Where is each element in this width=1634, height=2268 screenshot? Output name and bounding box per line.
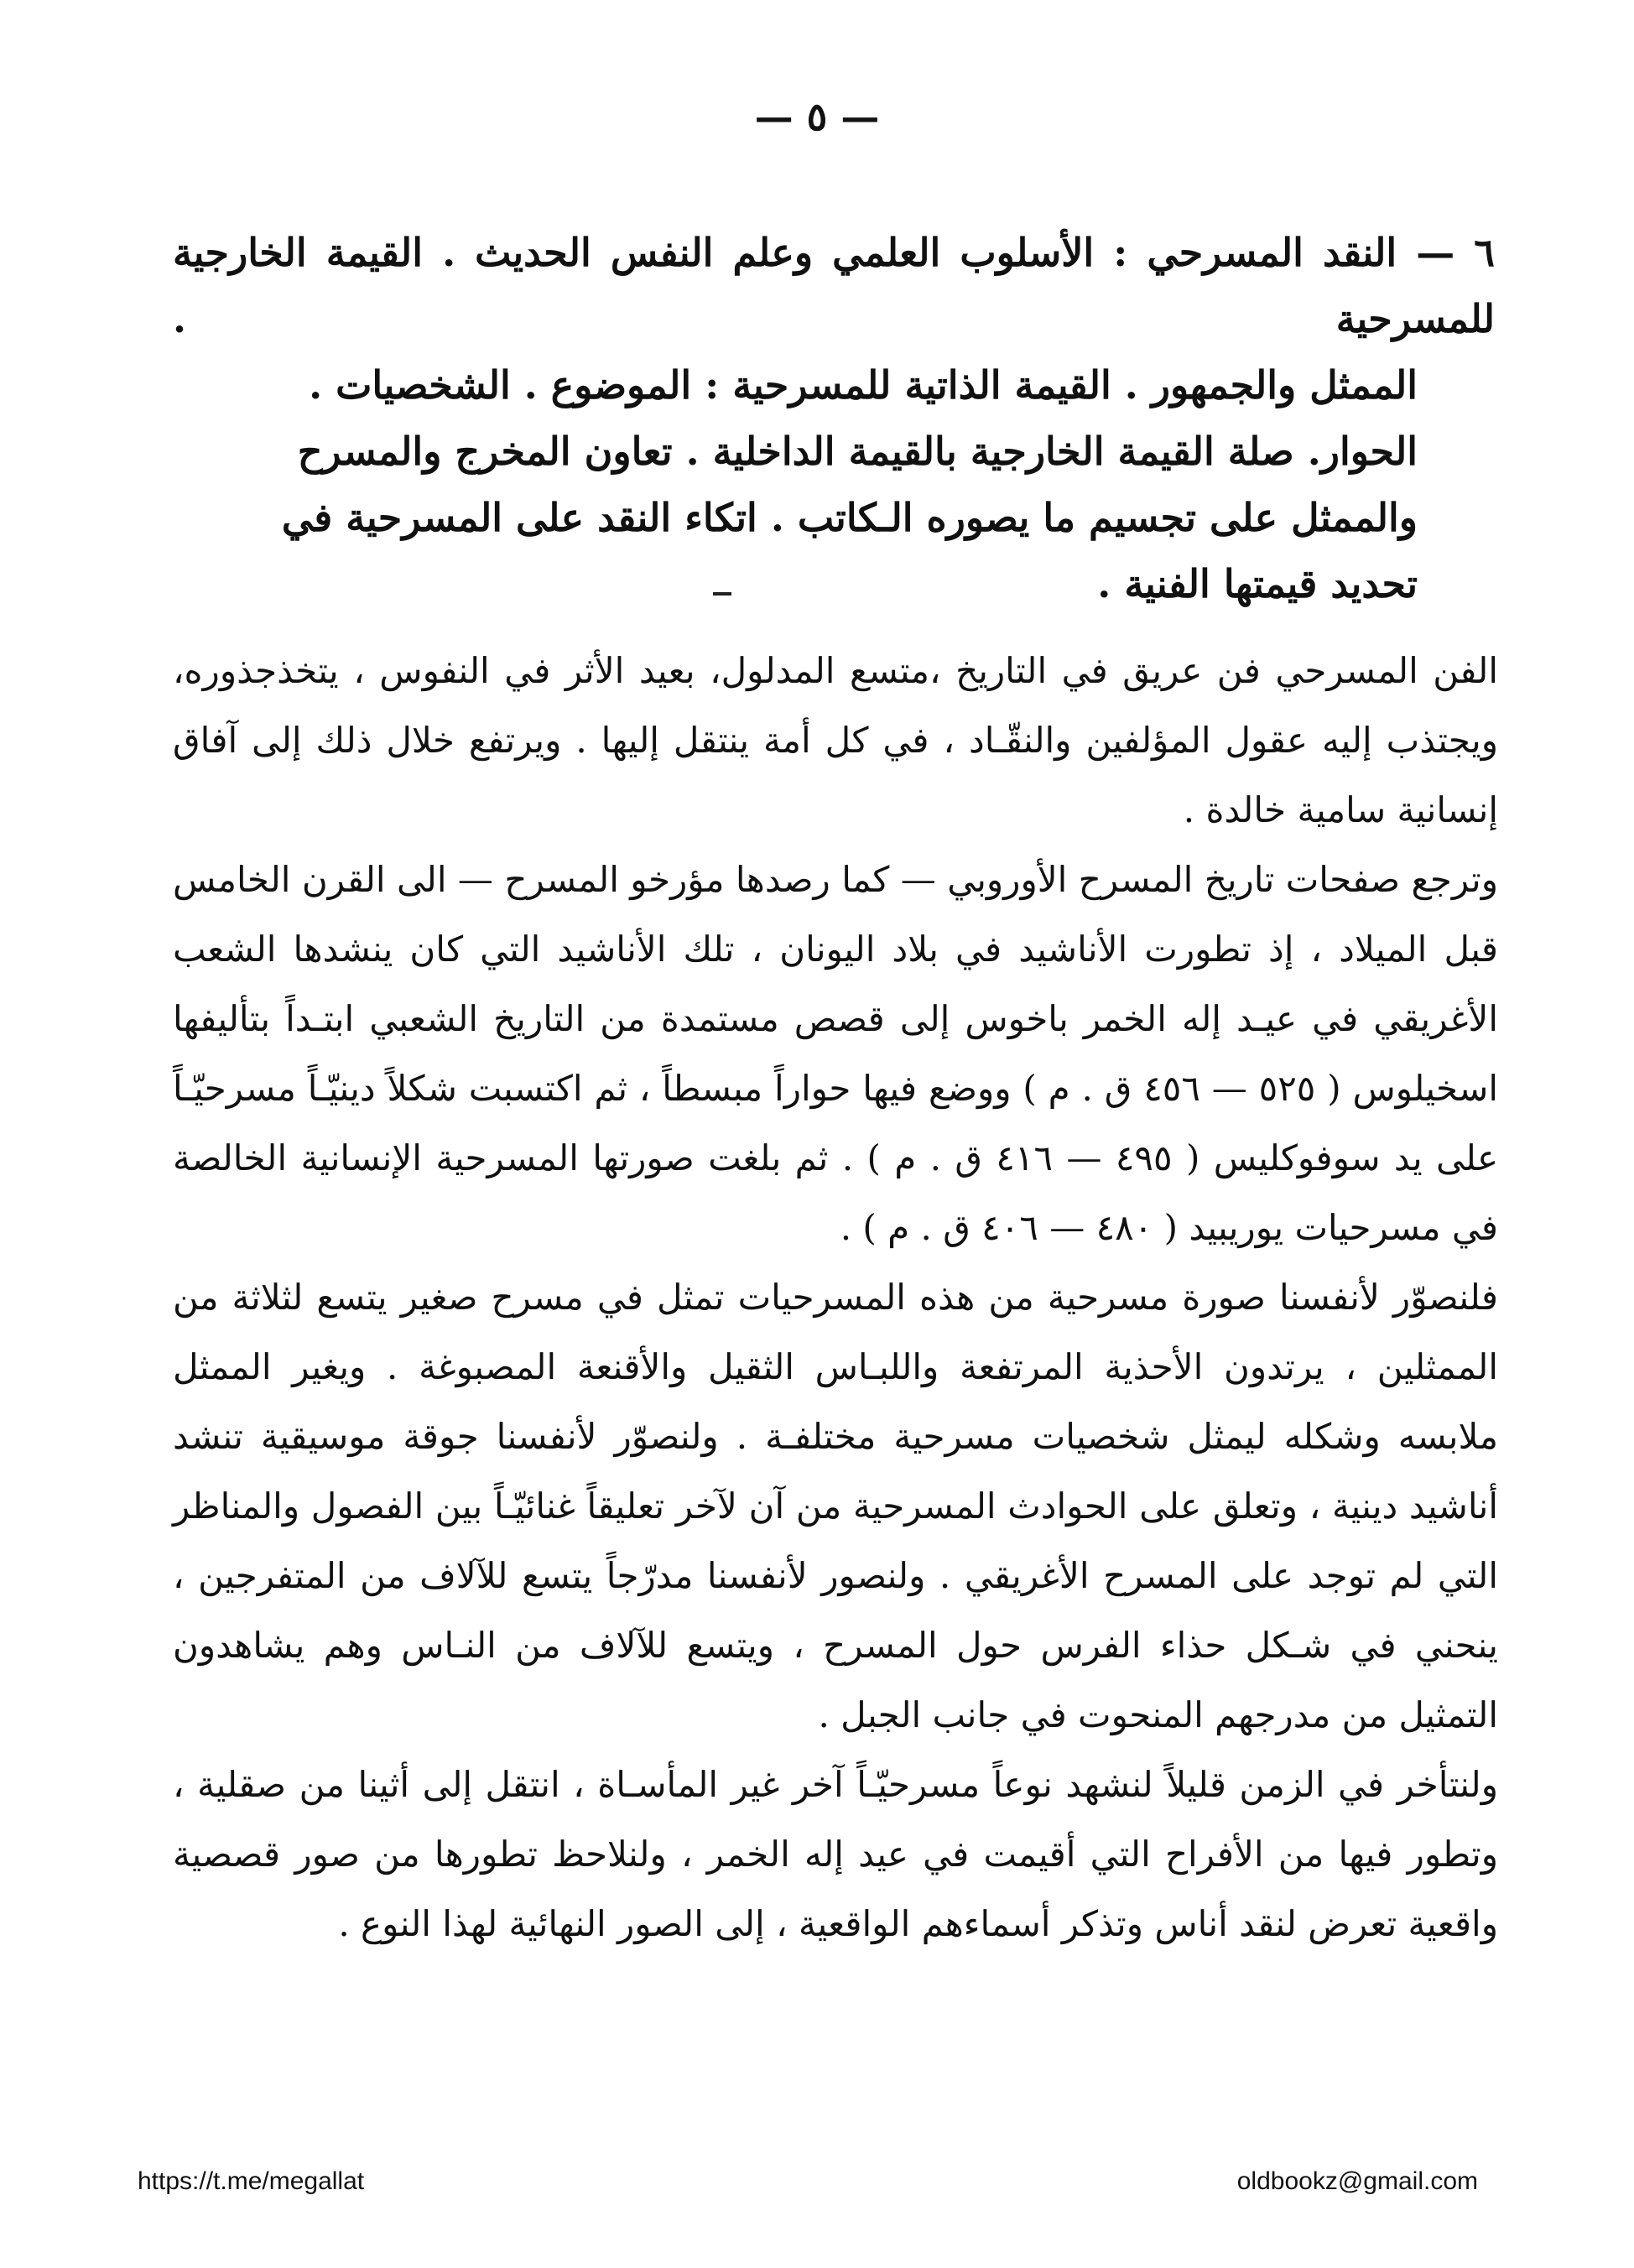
- chapter-summary: [173, 220, 1495, 617]
- footer-email[interactable]: oldbookz@gmail.com: [1236, 2167, 1478, 2195]
- body-text: [173, 636, 1498, 1958]
- footer-link[interactable]: https://t.me/megallat: [138, 2167, 365, 2195]
- chapter-summary-line-1: ٦ — النقد المسرحي : الأسلوب العلمي وعلم النفس الحديث . القيمة الخارجية للمسرحية .: [173, 230, 1495, 341]
- chapter-summary-continuation: [173, 352, 1418, 617]
- page-number: — ٥ —: [754, 94, 880, 139]
- chapter-summary-line-5: تحديد قيمتها الفنية .: [1097, 561, 1418, 606]
- body-paragraph-1: الفن المسرحي فن عريق في التاريخ ،متسع المدلول، بعيد الأثر في النفوس ، يتخذجذوره، ويجتذب إليه عقول المؤلفين والنقّـاد ، في كل أمة ينتقل إليها . ويرتفع خلال ذلك إلى آفاق إنسانية سامية خالدة .: [173, 650, 1498, 830]
- body-paragraph-3: فلنصوّر لأنفسنا صورة مسرحية من هذه المسرحيات تمثل في مسرح صغير يتسع لثلاثة من الممثلين ، يرتدون الأحذية المرتفعة واللبـاس الثقيل والأقنعة المصبوغة . ويغير الممثل ملابسه وشكله ليمثل شخصيات مسرحية مختلفـة . ولنصوّر لأنفسنا جوقة موسيقية تنشد أناشيد دينية ، وتعلق على الحوادث المسرحية من آن لآخر تعليقاً غنائيّـاً بين الفصول والمناظر التي لم توجد على المسرح الأغريقي . ولنصور لأنفسنا مدرّجاً يتسع للآلاف من المتفرجين ، ينحني في شـكل حذاء الفرس حول المسرح ، ويتسع للآلاف من النـاس وهم يشاهدون التمثيل من مدرجهم المنحوت في جانب الجبل .: [173, 1277, 1499, 1735]
- section-divider: [713, 592, 731, 596]
- body-paragraph-2: وترجع صفحات تاريخ المسرح الأوروبي — كما رصدها مؤرخو المسرح — الى القرن الخامس قبل الميلاد ، إذ تطورت الأناشيد في بلاد اليونان ، تلك الأناشيد التي كان ينشدها الشعب الأغريقي في عيـد إله الخمر باخوس إلى قصص مستمدة من التاريخ الشعبي ابتـداً بتأليفها اسخيلوس ( ٥٢٥ — ٤٥٦ ق . م ) ووضع فيها حواراً مبسطاً ، ثم اكتسبت شكلاً دينيّـاً مسرحيّـاً على يد سوفوكليس ( ٤٩٥ — ٤١٦ ق . م ) . ثم بلغت صورتها المسرحية الإنسانية الخالصة في مسرحيات يوريبيد ( ٤٨٠ — ٤٠٦ ق . م ) .: [173, 859, 1499, 1248]
- chapter-summary-line-4: والممثل على تجسيم ما يصوره الـكاتب . اتكاء النقد على المسرحية في: [281, 495, 1418, 540]
- chapter-summary-line-3: الحوار. صلة القيمة الخارجية بالقيمة الداخلية . تعاون المخرج والمسرح: [297, 429, 1418, 474]
- chapter-summary-line-2: الممثل والجمهور . القيمة الذاتية للمسرحية : الموضوع . الشخصيات .: [309, 362, 1418, 408]
- body-paragraph-4: ولنتأخر في الزمن قليلاً لنشهد نوعاً مسرحيّـاً آخر غير المأسـاة ، انتقل إلى أثينا من صقلية ، وتطور فيها من الأفراح التي أقيمت في عيد إله الخمر ، ولنلاحظ تطورها من صور قصصية واقعية تعرض لنقد أناس وتذكر أسماءهم الواقعية ، إلى الصور النهائية لهذا النوع .: [173, 1764, 1498, 1944]
